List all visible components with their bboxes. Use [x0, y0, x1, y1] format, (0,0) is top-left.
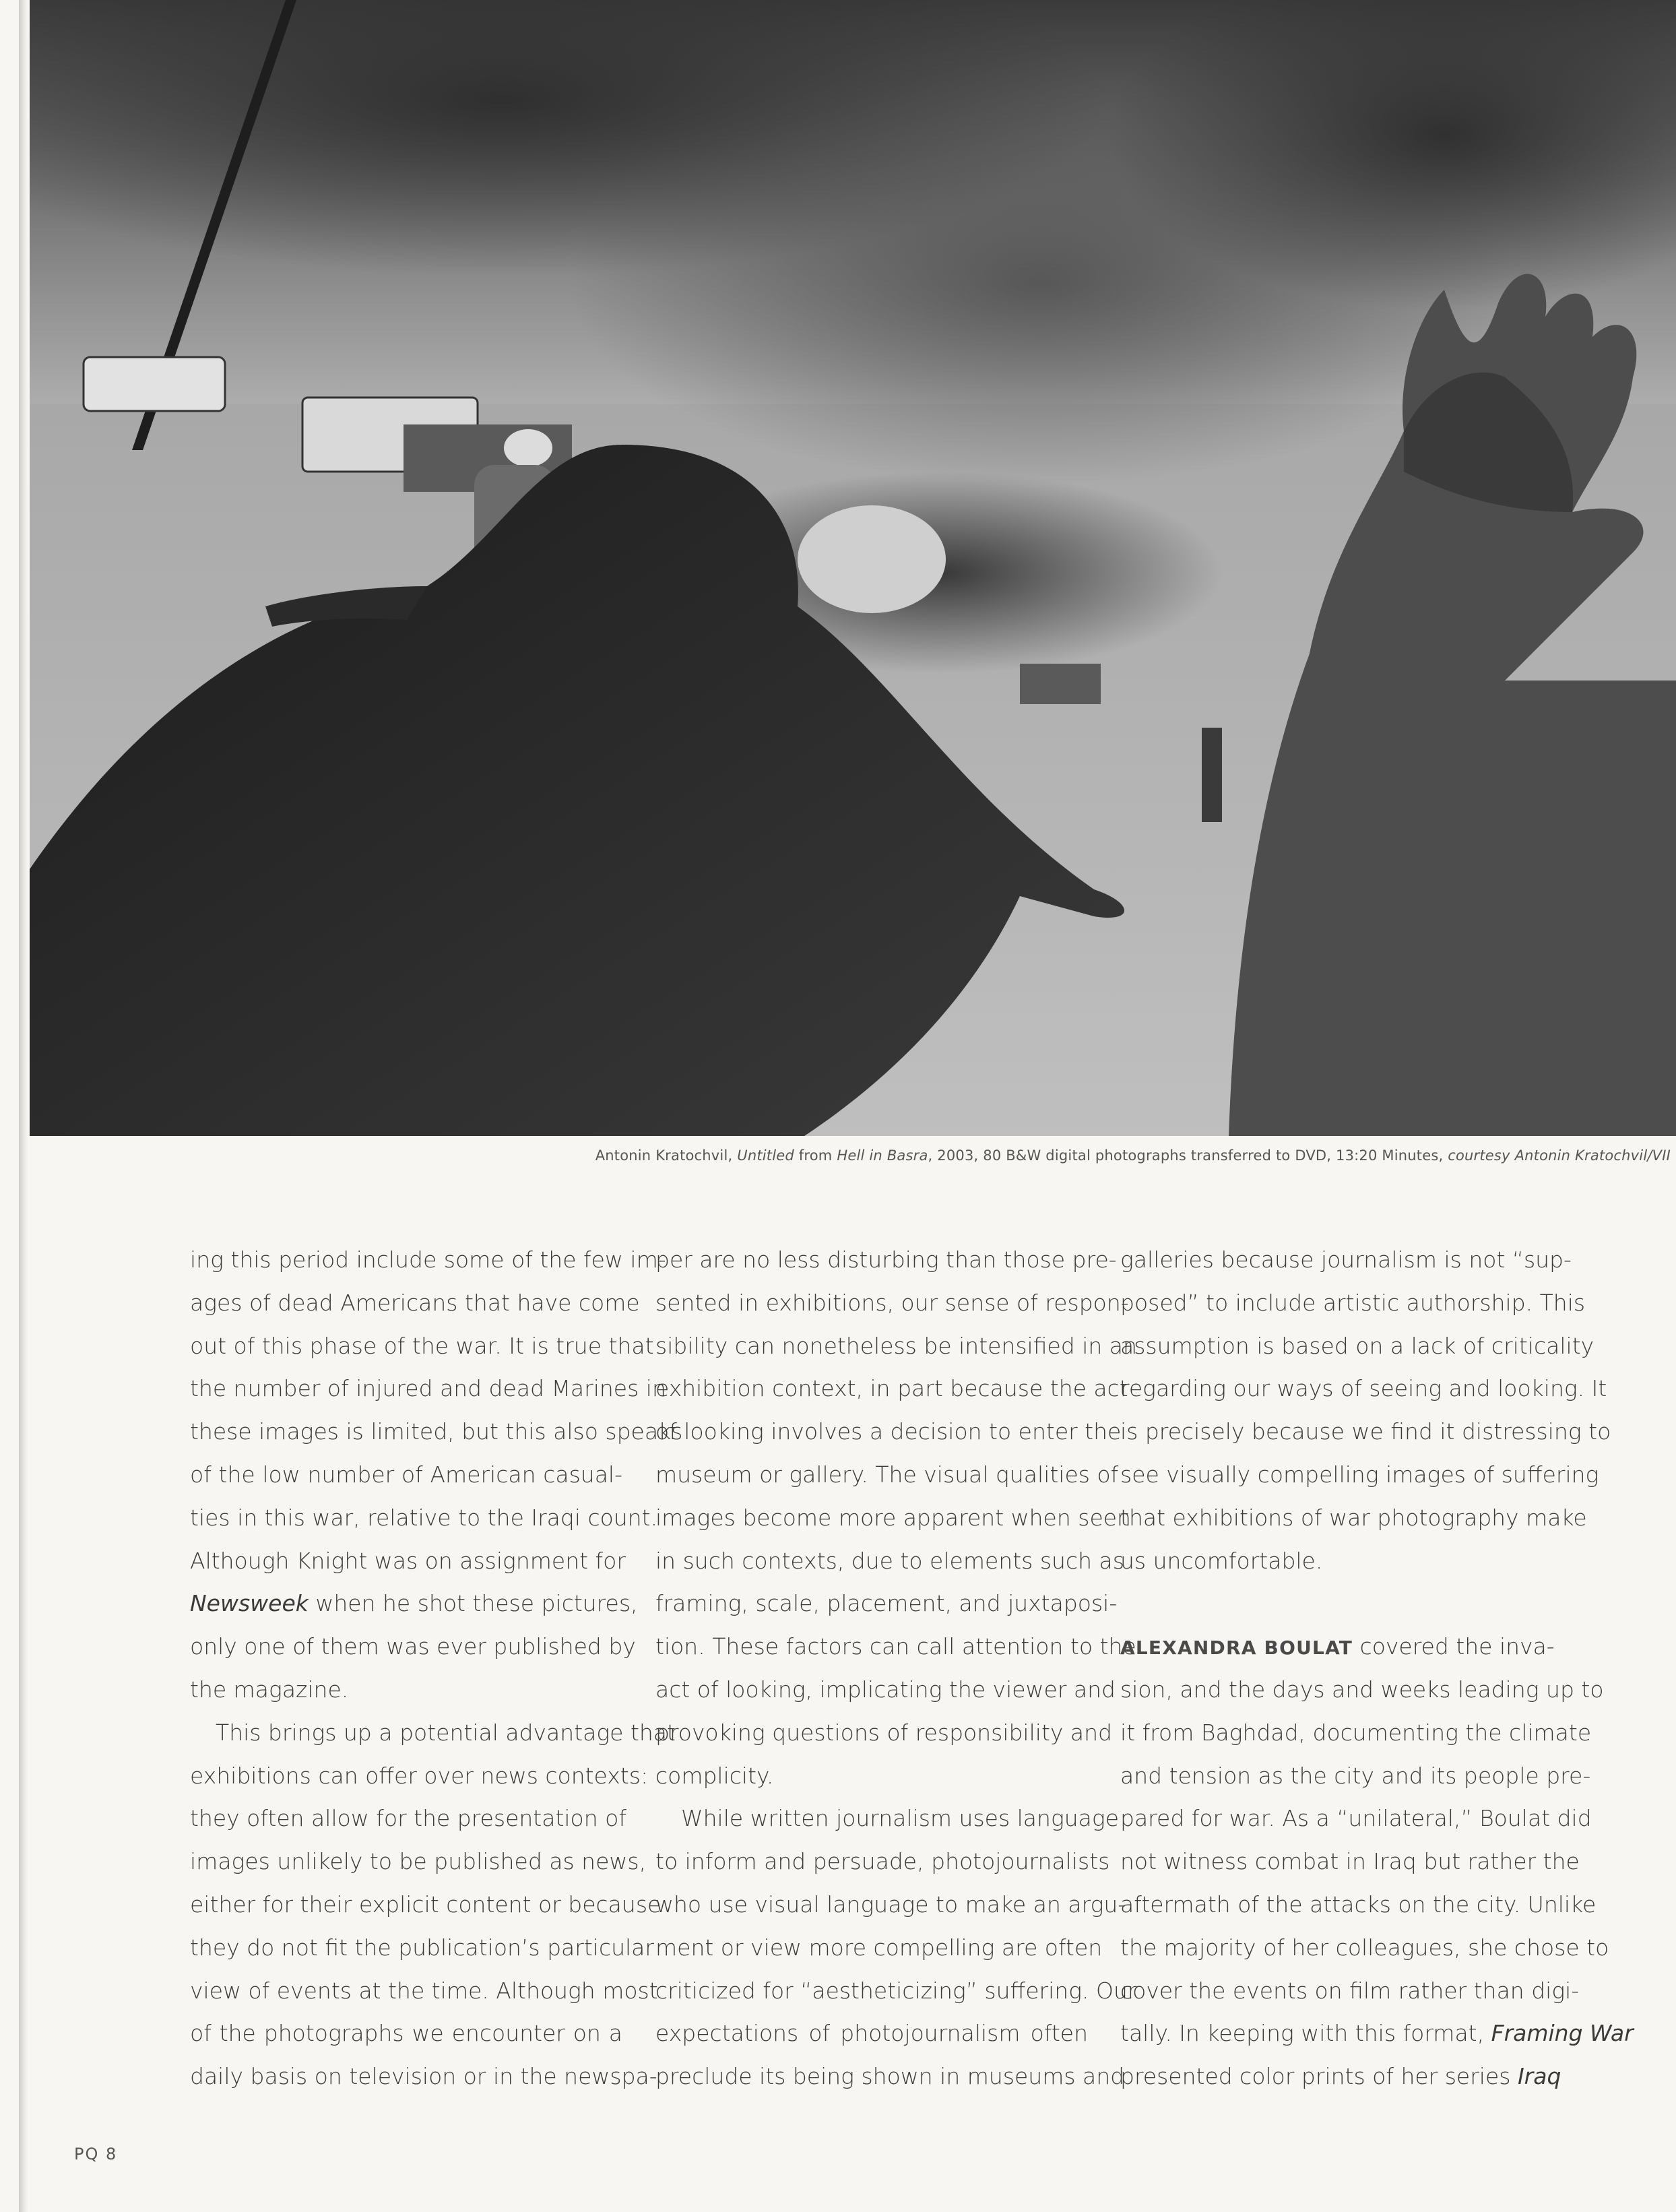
- page-binding-edge: [19, 0, 28, 2212]
- body-line: regarding our ways of seeing and looking. It: [1120, 1375, 1607, 1402]
- body-line: expectations of photojournalism often: [655, 2020, 1088, 2047]
- body-line: to inform and persuade, photojournalists: [655, 1848, 1110, 1875]
- body-line: aftermath of the attacks on the city. Unlike: [1120, 1891, 1597, 1918]
- body-line: act of looking, implicating the viewer and: [655, 1676, 1116, 1703]
- body-line: the number of injured and dead Marines in: [190, 1375, 666, 1402]
- body-line: see visually compelling images of suffering: [1120, 1461, 1599, 1488]
- body-line: it from Baghdad, documenting the climate: [1120, 1719, 1592, 1746]
- body-line: posed” to include artistic authorship. This: [1120, 1289, 1586, 1316]
- exhibition-title: Framing War: [1491, 2020, 1634, 2047]
- series-title: Iraq: [1517, 2063, 1561, 2090]
- body-line: per are no less disturbing than those pre-: [655, 1246, 1117, 1273]
- body-line: they often allow for the presentation of: [190, 1805, 626, 1832]
- body-line: criticized for “aestheticizing” suffering. Our: [655, 1977, 1137, 2004]
- body-line: complicity.: [655, 1762, 774, 1789]
- body-line: us uncomfortable.: [1120, 1547, 1323, 1574]
- body-line: While written journalism uses language: [681, 1805, 1119, 1832]
- body-line: pared for war. As a “unilateral,” Boulat did: [1120, 1805, 1592, 1832]
- body-line: these images is limited, but this also speaks: [190, 1418, 683, 1445]
- body-line: sibility can nonetheless be intensified in an: [655, 1332, 1137, 1359]
- body-line: the magazine.: [190, 1676, 349, 1703]
- body-line: images become more apparent when seen: [655, 1504, 1131, 1531]
- body-line: not witness combat in Iraq but rather the: [1120, 1848, 1580, 1875]
- body-line: of the photographs we encounter on a: [190, 2020, 622, 2047]
- body-line: and tension as the city and its people pre-: [1120, 1762, 1591, 1789]
- body-fragment: covered the inva-: [1353, 1633, 1555, 1660]
- body-line: daily basis on television or in the newspa-: [190, 2063, 657, 2090]
- caption-courtesy: courtesy Antonin Kratochvil/VII: [1448, 1147, 1671, 1164]
- body-line: preclude its being shown in museums and: [655, 2063, 1125, 2090]
- body-line: exhibitions can offer over news contexts:: [190, 1762, 649, 1789]
- body-line: view of events at the time. Although most: [190, 1977, 658, 2004]
- body-line: provoking questions of responsibility and: [655, 1719, 1112, 1746]
- body-line: framing, scale, placement, and juxtaposi-: [655, 1590, 1118, 1617]
- body-line: ages of dead Americans that have come: [190, 1289, 640, 1316]
- war-photograph-image: [30, 0, 1676, 1136]
- body-line: they do not fit the publication’s particular: [190, 1934, 654, 1961]
- paragraph-gap: [1120, 1582, 1553, 1625]
- body-line: of the low number of American casual-: [190, 1461, 622, 1488]
- caption-details: , 2003, 80 B&W digital photographs transferred to DVD, 13:20 Minutes,: [928, 1147, 1448, 1164]
- body-line-italic: [1120, 2012, 1634, 2055]
- magazine-title: Newsweek: [190, 1590, 309, 1617]
- photo-caption: [189, 1147, 1671, 1164]
- body-line: that exhibitions of war photography make: [1120, 1504, 1587, 1531]
- text-column-3: [1120, 1238, 1634, 2098]
- body-line-lead: [1120, 1625, 1553, 1668]
- body-line: ties in this war, relative to the Iraqi count.: [190, 1504, 658, 1531]
- body-line: tion. These factors can call attention to the: [655, 1633, 1136, 1660]
- body-line: the majority of her colleagues, she chose to: [1120, 1934, 1609, 1961]
- page-folio: PQ 8: [74, 2145, 118, 2163]
- text-column-1: [190, 1238, 683, 2098]
- body-line: museum or gallery. The visual qualities of: [655, 1461, 1119, 1488]
- body-line: ment or view more compelling are often: [655, 1934, 1103, 1961]
- war-photograph: [30, 0, 1676, 1136]
- photographer-name: ALEXANDRA BOULAT: [1120, 1637, 1353, 1660]
- body-line: out of this phase of the war. It is true that: [190, 1332, 654, 1359]
- caption-title: Untitled: [737, 1147, 794, 1164]
- body-line-italic: [1120, 2055, 1561, 2098]
- body-line: ing this period include some of the few im-: [190, 1246, 666, 1273]
- body-line: of looking involves a decision to enter the: [655, 1418, 1122, 1445]
- body-line: Although Knight was on assignment for: [190, 1547, 626, 1574]
- body-line: sented in exhibitions, our sense of respon-: [655, 1289, 1129, 1316]
- body-line: This brings up a potential advantage that: [216, 1719, 676, 1746]
- caption-from: from: [794, 1147, 837, 1164]
- body-line: cover the events on film rather than digi-: [1120, 1977, 1580, 2004]
- body-line: either for their explicit content or because: [190, 1891, 662, 1918]
- body-fragment: when he shot these pictures,: [315, 1590, 638, 1617]
- body-line: exhibition context, in part because the act: [655, 1375, 1128, 1402]
- caption-series: Hell in Basra: [837, 1147, 928, 1164]
- text-column-2: [655, 1238, 1137, 2098]
- caption-artist: Antonin Kratochvil,: [595, 1147, 738, 1164]
- body-line: only one of them was ever published by: [190, 1633, 636, 1660]
- body-line-newsweek: [190, 1582, 638, 1625]
- body-line: sion, and the days and weeks leading up to: [1120, 1676, 1604, 1703]
- body-fragment: presented color prints of her series: [1120, 2063, 1518, 2090]
- body-line: galleries because journalism is not “sup-: [1120, 1246, 1572, 1273]
- body-line: who use visual language to make an argu-: [655, 1891, 1126, 1918]
- body-line: images unlikely to be published as news,: [190, 1848, 647, 1875]
- body-line: assumption is based on a lack of criticality: [1120, 1332, 1594, 1359]
- body-fragment: tally. In keeping with this format,: [1120, 2020, 1491, 2047]
- body-line: is precisely because we find it distressing to: [1120, 1418, 1611, 1445]
- body-line: in such contexts, due to elements such as: [655, 1547, 1124, 1574]
